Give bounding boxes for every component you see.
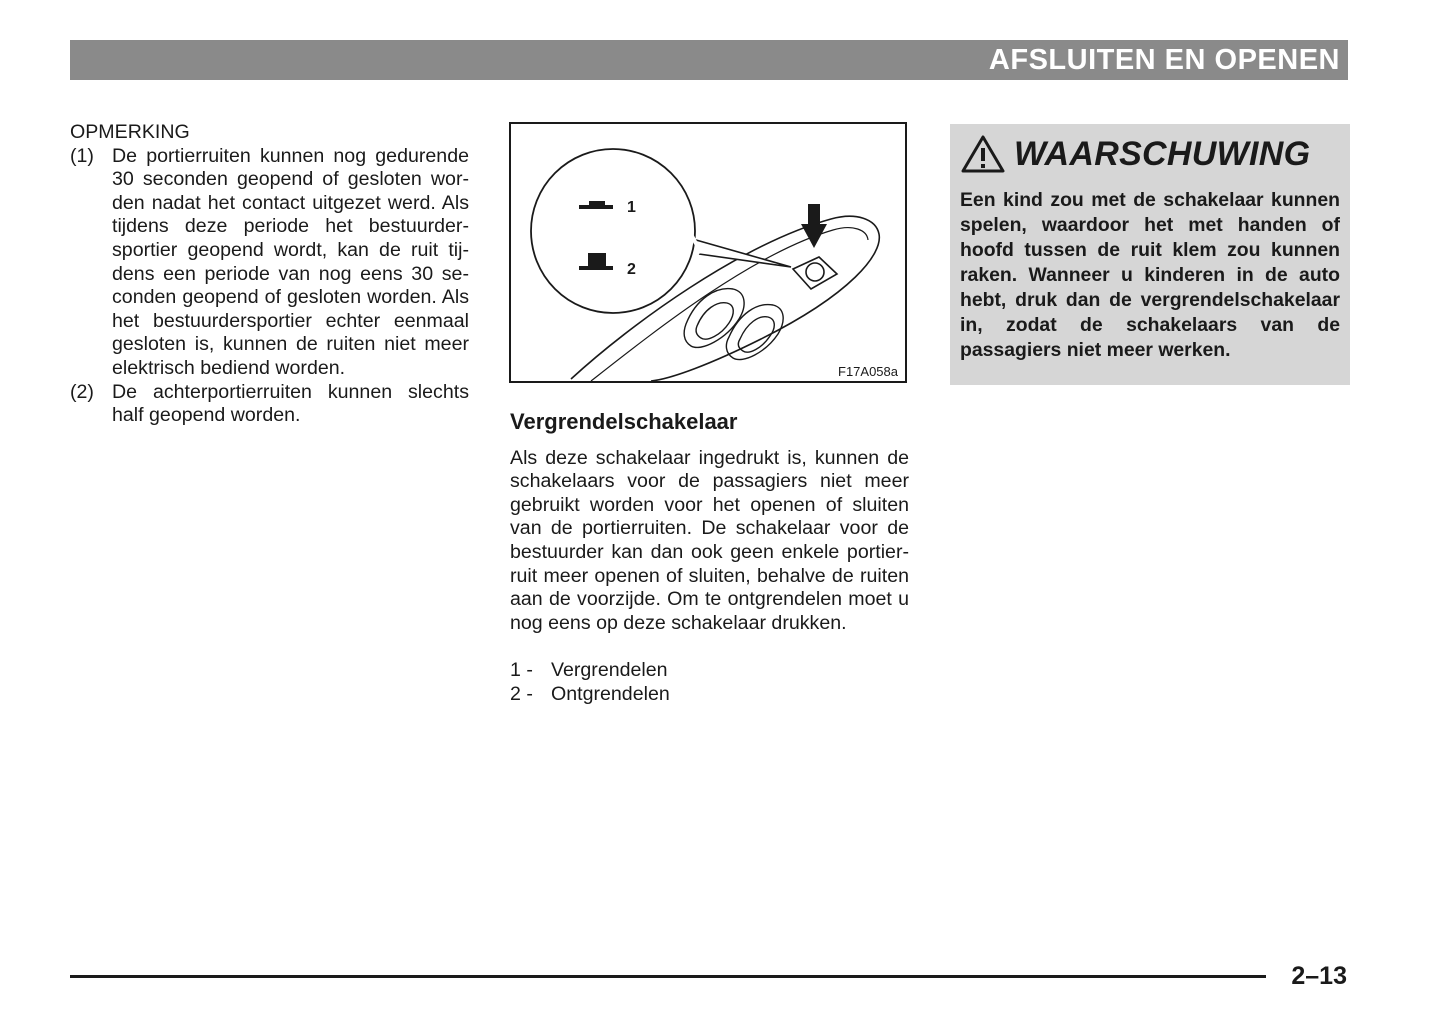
footer-rule: [70, 975, 1266, 978]
legend-item: [510, 683, 909, 707]
warning-box: [950, 124, 1350, 385]
warning-text: Een kind zou met de schakelaar kunnen spelen, waardoor het met handen of hoofd tussen de ruit klem zou kunnen raken. Wanneer u kinderen in de auto hebt, druk dan de vergrendelschakelaar in, zodat de schakelaars van de passagiers niet meer werken.: [960, 189, 1340, 361]
figure-label-2: 2: [627, 261, 636, 278]
note-item: [70, 381, 469, 428]
lock-switch-figure: [509, 122, 907, 383]
note-item: [70, 145, 469, 381]
header-bar: [70, 40, 1348, 80]
lock-switch-illustration: [511, 124, 905, 381]
page-number: 2–13: [1291, 962, 1347, 990]
press-arrow: [801, 204, 827, 248]
page-title: AFSLUITEN EN OPENEN: [988, 44, 1340, 76]
note-item-text: De achterportierruiten kunnen slechts half geopend worden.: [112, 380, 469, 427]
section-title: Vergrendelschakelaar: [510, 409, 738, 434]
window-switch-group: [684, 289, 783, 360]
legend-item: [510, 659, 909, 683]
figure-legend: [510, 659, 909, 706]
note-item-number: (1): [70, 144, 94, 167]
lock-button: [793, 257, 837, 289]
warning-triangle-icon: [960, 134, 1006, 174]
section-body: Als deze schakelaar ingedrukt is, kunnen de schakelaars voor de passagiers niet meer gebruikt worden voor het openen of sluiten van de portierruiten. De schakelaar voor de bestuurder kan dan ook geen enkele portierruit meer openen of sluiten, behalve de ruiten aan de voorzijde. Om te ontgrendelen moet u nog eens op deze schakelaar drukken.: [510, 446, 909, 634]
figure-label-1: 1: [627, 199, 636, 216]
note-section: [70, 121, 469, 428]
legend-number: 2 -: [510, 682, 533, 705]
lock-switch-section: [510, 410, 909, 707]
note-item-text: De portierruiten kunnen nog gedurende 30 seconden geopend of gesloten worden nadat het contact uitgezet werd. Als tijdens deze periode het bestuurdersportier geopend wordt, kan de ruit tijdens een periode van nog eens 30 seconden geopend of gesloten worden. Als het bestuurdersportier echter eenmaal gesloten is, kunnen de ruiten niet meer elektrisch bediend worden.: [112, 144, 469, 379]
legend-label: Ontgrendelen: [551, 682, 670, 705]
note-heading: OPMERKING: [70, 121, 190, 143]
warning-title: WAARSCHUWING: [1014, 134, 1311, 173]
legend-label: Vergrendelen: [551, 659, 668, 682]
note-item-number: (2): [70, 380, 94, 403]
legend-number: 1 -: [510, 659, 533, 682]
figure-code: F17A058a: [838, 364, 898, 379]
warning-header: [960, 132, 1340, 176]
